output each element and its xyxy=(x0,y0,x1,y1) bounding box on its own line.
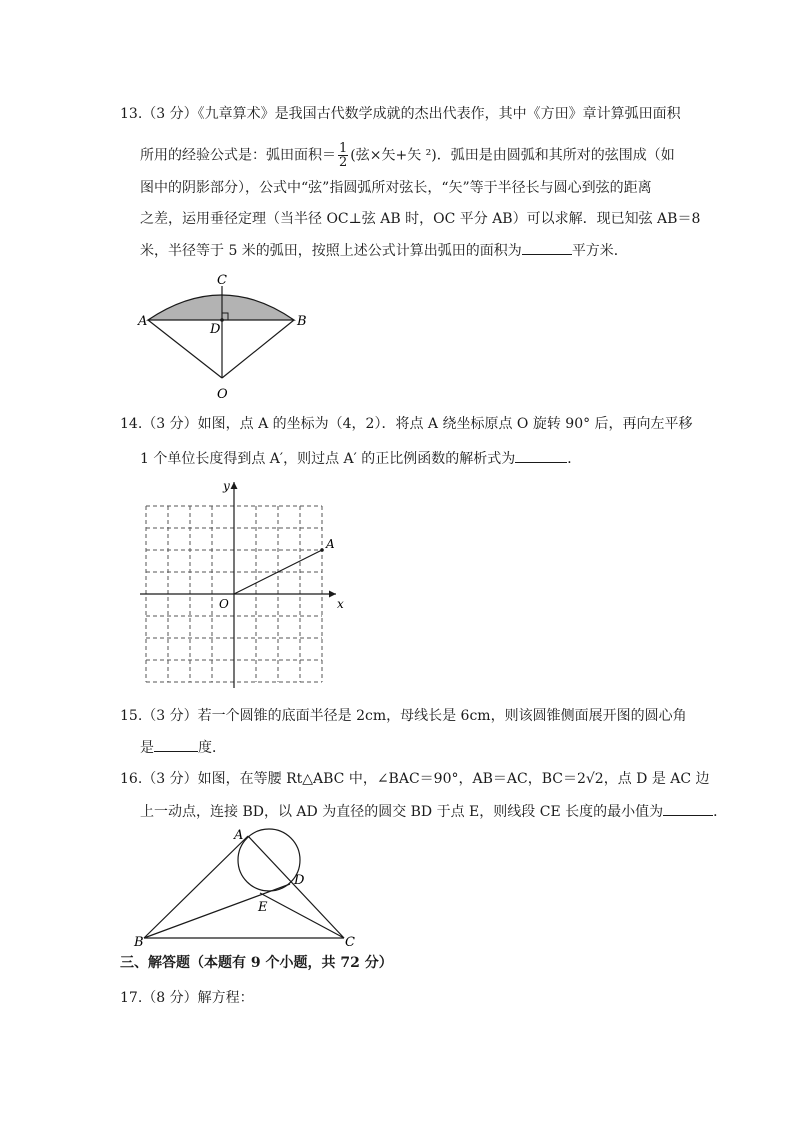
q13-text-d: 平方米． xyxy=(571,243,628,259)
answer-blank[interactable] xyxy=(522,240,572,255)
label-C: C xyxy=(217,273,227,288)
radius-OB xyxy=(222,320,294,378)
answer-blank[interactable] xyxy=(515,448,567,463)
point-A-dot xyxy=(320,548,324,552)
segment-CE xyxy=(260,893,344,938)
x-axis-arrow xyxy=(329,591,336,598)
circle-AD-diameter xyxy=(238,829,300,891)
q17-line-1: 17.（8 分）解方程： xyxy=(120,990,254,1006)
answer-blank[interactable] xyxy=(154,737,198,752)
label-C: C xyxy=(345,935,355,950)
label-O: O xyxy=(219,597,229,611)
y-axis-arrow xyxy=(231,482,238,489)
q14-text-a: 1 个单位长度得到点 A′，则过点 A′ 的正比例函数的解析式为 xyxy=(140,451,516,467)
q13-line-4: 之差，运用垂径定理（当半径 OC⊥弦 AB 时，OC 平分 AB）可以求解．现已知弦 AB＝8 xyxy=(140,211,701,227)
point-D-dot xyxy=(220,318,224,322)
label-A: A xyxy=(234,828,244,843)
label-A: A xyxy=(138,314,148,329)
q13-line-5 xyxy=(140,240,628,261)
label-O: O xyxy=(217,387,228,402)
fraction-numerator: 1 xyxy=(339,141,348,156)
q15-line-1: 15.（3 分）若一个圆锥的底面半径是 2cm，母线长是 6cm，则该圆锥侧面展开图的圆心角 xyxy=(120,708,687,724)
q13-line-3: 图中的阴影部分），公式中“弦”指圆弧所对弦长，“矢”等于半径长与圆心到弦的距离 xyxy=(140,180,652,196)
segment-BD xyxy=(144,884,290,938)
q14-line-2 xyxy=(140,448,581,469)
triangle-circle-figure xyxy=(130,824,370,950)
label-y: y xyxy=(223,479,230,493)
answer-blank[interactable] xyxy=(663,801,713,816)
label-D: D xyxy=(294,873,305,888)
label-x: x xyxy=(337,597,344,611)
q13-text-c: 米，半径等于 5 米的弧田，按照上述公式计算出弧田的面积为 xyxy=(140,243,522,259)
q13-text-b: (弦×矢+矢 ²)．弧田是由圆弧和其所对的弦围成（如 xyxy=(350,147,675,164)
label-B: B xyxy=(134,935,144,950)
q16-text-a: 上一动点，连接 BD，以 AD 为直径的圆交 BD 于点 E，则线段 CE 长度的最小值为 xyxy=(140,804,664,820)
label-A: A xyxy=(326,537,335,551)
q14-text-b: ． xyxy=(567,451,582,467)
side-AB xyxy=(144,836,248,938)
q13-line-1: 13.（3 分）《九章算术》是我国古代数学成就的杰出代表作，其中《方田》章计算弧田面积 xyxy=(120,106,681,122)
section-3-title: 三、解答题（本题有 9 个小题，共 72 分） xyxy=(120,955,393,971)
q14-line-1: 14.（3 分）如图，点 A 的坐标为（4，2）．将点 A 绕坐标原点 O 旋转 90° 后，再向左平移 xyxy=(120,416,693,432)
q15-line-2 xyxy=(140,737,226,758)
fraction-denominator: 2 xyxy=(339,155,348,170)
q13-line-2 xyxy=(140,142,675,169)
q16-text-b: ． xyxy=(713,804,728,820)
q13-text-a: 所用的经验公式是：弧田面积＝ xyxy=(140,147,336,164)
label-B: B xyxy=(297,314,307,329)
q15-text-a: 是 xyxy=(140,740,154,756)
label-E: E xyxy=(258,900,268,915)
arc-field-figure xyxy=(130,268,310,403)
q15-text-b: 度． xyxy=(198,740,226,756)
fraction-half xyxy=(338,142,348,169)
label-D: D xyxy=(210,322,221,337)
shaded-arc-segment xyxy=(148,295,294,320)
coordinate-grid-figure xyxy=(130,478,350,690)
q16-line-1: 16.（3 分）如图，在等腰 Rt△ABC 中，∠BAC＝90°，AB＝AC，BC＝2√2，点 D 是 AC 边 xyxy=(120,771,710,787)
q16-line-2 xyxy=(140,801,727,822)
